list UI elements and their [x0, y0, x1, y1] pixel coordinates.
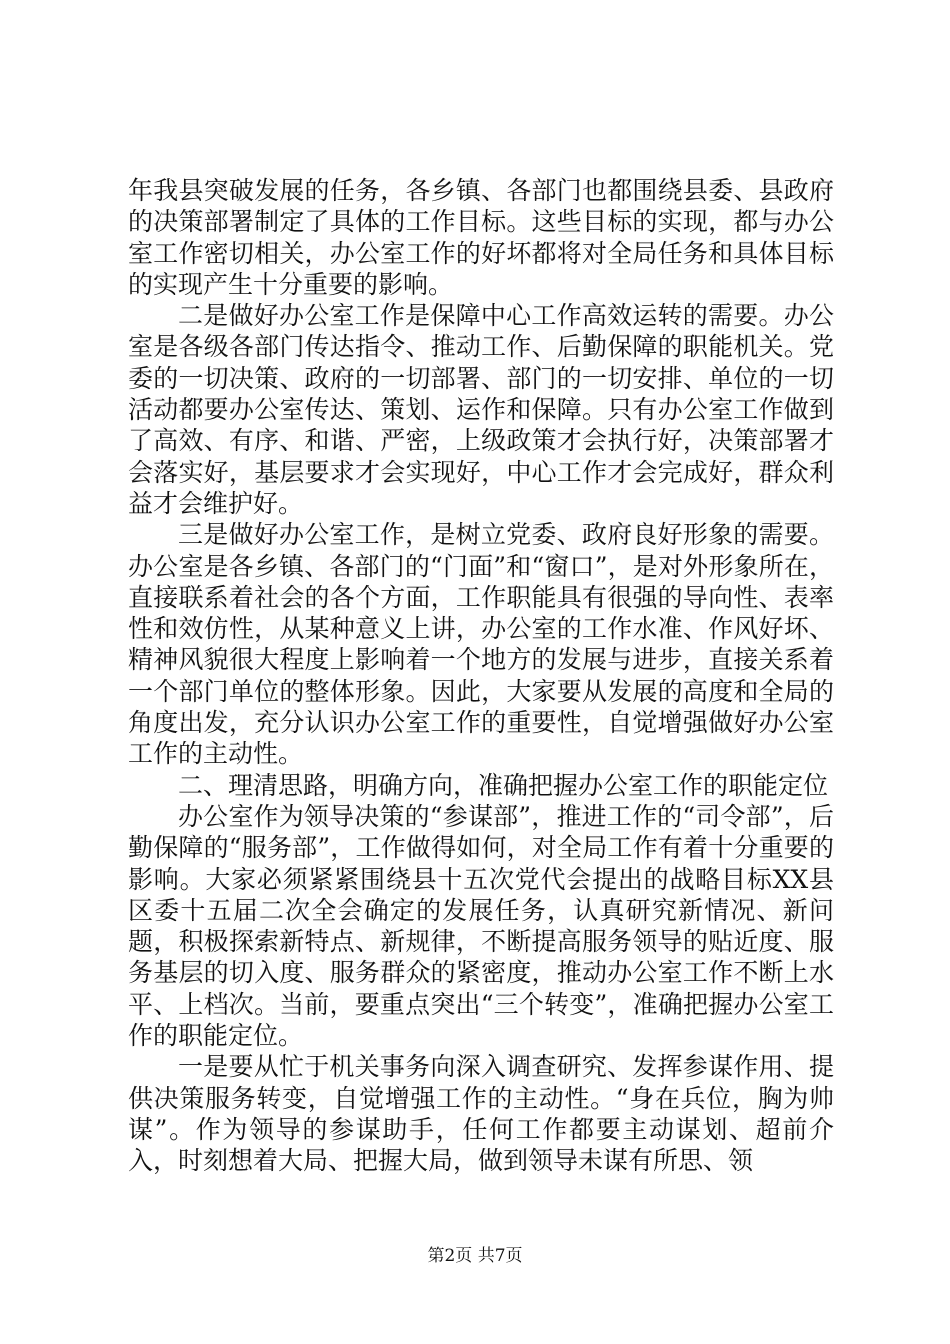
- paragraph-section-two-intro: 办公室作为领导决策的“参谋部”，推进工作的“司令部”，后勤保障的“服务部”，工作做得如何，对全局工作有着十分重要的影响。大家必须紧紧围绕县十五次党代会提出的战略目标XX县区委十五届二次全会确定的发展任务，认真研究新情况、新问题，积极探索新特点、新规律，不断提高服务领导的贴近度、服务基层的切入度、服务群众的紧密度，推动办公室工作不断上水平、上档次。当前，要重点突出“三个转变”，准确把握办公室工作的职能定位。: [128, 801, 834, 1051]
- paragraph-point-three: 三是做好办公室工作，是树立党委、政府良好形象的需要。办公室是各乡镇、各部门的“门面”和“窗口”，是对外形象所在，直接联系着社会的各个方面，工作职能具有很强的导向性、表率性和效仿性，从某种意义上讲，办公室的工作水准、作风好坏、精神风貌很大程度上影响着一个地方的发展与进步，直接关系着一个部门单位的整体形象。因此，大家要从发展的高度和全局的角度出发，充分认识办公室工作的重要性，自觉增强做好办公室工作的主动性。: [128, 520, 834, 769]
- paragraph-point-one: 一是要从忙于机关事务向深入调查研究、发挥参谋作用、提供决策服务转变，自觉增强工作的主动性。“身在兵位，胸为帅谋”。作为领导的参谋助手，任何工作都要主动谋划、超前介入，时刻想着大局、把握大局，做到领导未谋有所思、领: [128, 1052, 834, 1176]
- page-number-footer: 第2页 共7页: [427, 1246, 523, 1266]
- paragraph-point-two: 二是做好办公室工作是保障中心工作高效运转的需要。办公室是各级各部门传达指令、推动工作、后勤保障的职能机关。党委的一切决策、政府的一切部署、部门的一切安排、单位的一切活动都要办公室传达、策划、运作和保障。只有办公室工作做到了高效、有序、和谐、严密，上级政策才会执行好，决策部署才会落实好，基层要求才会实现好，中心工作才会完成好，群众利益才会维护好。: [128, 301, 834, 518]
- document-body: [128, 175, 834, 1177]
- section-heading-two: 二、理清思路，明确方向，准确把握办公室工作的职能定位: [178, 770, 829, 800]
- paragraph-continuation: 年我县突破发展的任务，各乡镇、各部门也都围绕县委、县政府的决策部署制定了具体的工作目标。这些目标的实现，都与办公室工作密切相关，办公室工作的好坏都将对全局任务和具体目标的实现产生十分重要的影响。: [128, 176, 834, 299]
